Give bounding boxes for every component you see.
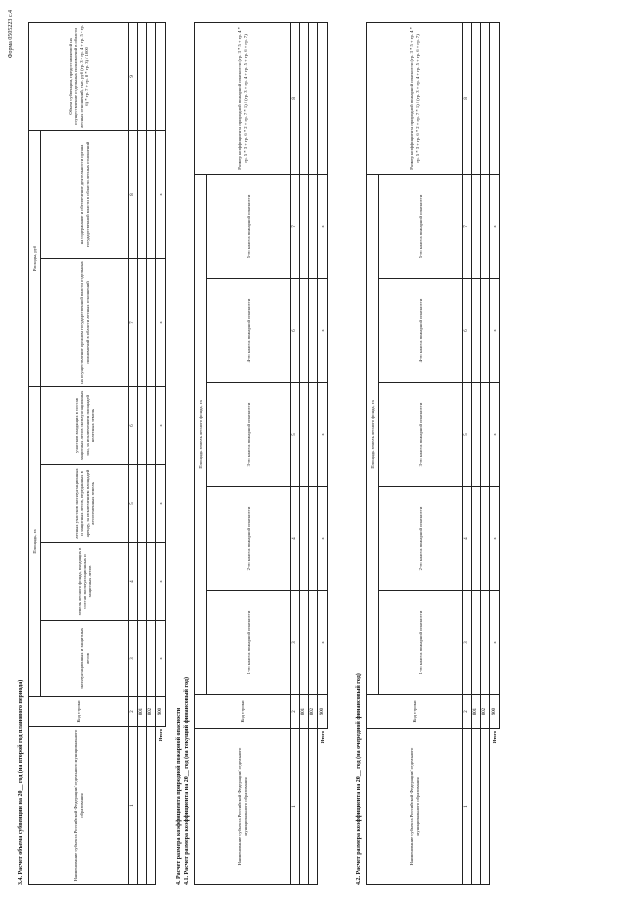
- column-number: 7: [291, 174, 300, 278]
- total-row: [318, 22, 328, 884]
- code-cell: 001: [472, 695, 481, 729]
- total-label: Итого: [318, 729, 328, 885]
- name-cell[interactable]: [147, 727, 156, 885]
- total-cell: х: [156, 386, 166, 464]
- data-cell[interactable]: [300, 487, 309, 591]
- column-number: 4: [291, 487, 300, 591]
- data-cell[interactable]: [147, 258, 156, 386]
- total-cell: х: [490, 174, 500, 278]
- column-number: 3: [463, 591, 472, 695]
- name-cell[interactable]: [472, 729, 481, 885]
- data-cell[interactable]: [481, 591, 490, 695]
- column-number: 5: [291, 383, 300, 487]
- table-row: [138, 22, 147, 884]
- data-cell[interactable]: [138, 22, 147, 130]
- expense-col-1-header: на осуществление органом государственной власти отдельных полномочий в области лесных отношений: [41, 258, 129, 386]
- total-row: [490, 22, 500, 884]
- column-number: 4: [463, 487, 472, 591]
- data-cell[interactable]: [472, 591, 481, 695]
- data-cell[interactable]: [147, 130, 156, 258]
- total-cell: х: [318, 591, 328, 695]
- data-cell[interactable]: [309, 383, 318, 487]
- total-cell: х: [318, 279, 328, 383]
- area-col-3-header: лесных участков эксплуатационных и защитных лесов, переданных в аренду, за исключением площадей лесосеменных земель: [41, 465, 129, 543]
- column-number: 6: [129, 386, 138, 464]
- data-cell[interactable]: [481, 279, 490, 383]
- area-col-1-header: эксплуатационных и защитных лесов: [41, 621, 129, 697]
- class-1-header: 1-го класса пожарной опасности: [207, 591, 291, 695]
- total-cell: х: [490, 591, 500, 695]
- class-2-header: 2-го класса пожарной опасности: [207, 487, 291, 591]
- data-cell[interactable]: [300, 591, 309, 695]
- total-cell: х: [156, 258, 166, 386]
- class-4-header: 4-го класса пожарной опасности: [207, 279, 291, 383]
- section-3-4-title: 3.4. Расчет объема субвенции на 20__ год (на второй год планового периода): [18, 679, 24, 885]
- col-name-header: Наименование субъекта Российской Федерации/ отдельного муниципального образования: [195, 729, 291, 885]
- code-cell: 001: [138, 697, 147, 727]
- column-number: 7: [129, 258, 138, 386]
- coefficient-header: Размер коэффициента природной пожарной опасности (гр. 3 * 5 + гр. 4 * гр. 5 * 3 + гр. 6 * 2 + гр. 7 * 1) / (гр. 3 + гр. 4 + гр. 5 + гр. 6 + гр. 7): [195, 22, 291, 174]
- class-3-header: 3-го класса пожарной опасности: [379, 383, 463, 487]
- data-cell[interactable]: [138, 130, 147, 258]
- data-cell[interactable]: [147, 465, 156, 543]
- data-cell[interactable]: [481, 487, 490, 591]
- area-group-header: Площадь земель лесного фонда, га: [367, 174, 379, 694]
- total-cell: х: [318, 487, 328, 591]
- total-cell[interactable]: [156, 22, 166, 130]
- total-label: Итого: [156, 727, 166, 885]
- total-cell: х: [490, 487, 500, 591]
- column-number: 6: [463, 279, 472, 383]
- table-row: [481, 22, 490, 884]
- table-4-2: [366, 22, 500, 885]
- table-row: [147, 22, 156, 884]
- class-2-header: 2-го класса пожарной опасности: [379, 487, 463, 591]
- data-cell[interactable]: [309, 22, 318, 174]
- data-cell[interactable]: [472, 487, 481, 591]
- total-cell[interactable]: [318, 22, 328, 174]
- column-number: 9: [129, 22, 138, 130]
- data-cell[interactable]: [138, 465, 147, 543]
- column-number: 2: [463, 695, 472, 729]
- data-cell[interactable]: [309, 591, 318, 695]
- data-cell[interactable]: [309, 174, 318, 278]
- column-number: 4: [129, 543, 138, 621]
- coefficient-header: Размер коэффициента природной пожарной опасности (гр. 3 * 5 + гр. 4 * гр. 5 * 3 + гр. 6 * 2 + гр. 7 * 1) / (гр. 3 + гр. 4 + гр. 5 + гр. 6 + гр. 7): [367, 22, 463, 174]
- table-4-1: [194, 22, 328, 885]
- data-cell[interactable]: [472, 279, 481, 383]
- name-cell[interactable]: [300, 729, 309, 885]
- data-cell[interactable]: [138, 621, 147, 697]
- data-cell[interactable]: [472, 174, 481, 278]
- area-col-4-header: участков входящих в состав защитных лесов эксплуатационных зон, за исключением площадей нелесных земель: [41, 386, 129, 464]
- column-number: 8: [129, 130, 138, 258]
- data-cell[interactable]: [147, 621, 156, 697]
- table-3-4: [28, 22, 166, 885]
- section-4-2-title: 4.2. Расчет размера коэффициента на 20__ год (на очередной финансовый год): [356, 673, 362, 885]
- code-cell: 002: [147, 697, 156, 727]
- data-cell[interactable]: [138, 386, 147, 464]
- col-name-header: Наименование субъекта Российской Федерации/ отдельного муниципального образования: [367, 729, 463, 885]
- name-cell[interactable]: [309, 729, 318, 885]
- total-cell: х: [156, 621, 166, 697]
- class-5-header: 5-го класса пожарной опасности: [379, 174, 463, 278]
- column-number: 2: [291, 695, 300, 729]
- total-code: 900: [156, 697, 166, 727]
- column-number: 6: [291, 279, 300, 383]
- total-row: [156, 22, 166, 884]
- data-cell[interactable]: [481, 383, 490, 487]
- class-3-header: 3-го класса пожарной опасности: [207, 383, 291, 487]
- total-cell: х: [156, 130, 166, 258]
- data-cell[interactable]: [481, 22, 490, 174]
- class-1-header: 1-го класса пожарной опасности: [379, 591, 463, 695]
- col-name-header: Наименование субъекта Российской Федерации/ отдельного муниципального образования: [29, 727, 129, 885]
- expenses-group-header: Расходы, руб: [29, 130, 41, 386]
- name-cell[interactable]: [481, 729, 490, 885]
- data-cell[interactable]: [481, 174, 490, 278]
- form-code: Форма 0505223 с.4: [8, 10, 14, 59]
- data-cell[interactable]: [147, 386, 156, 464]
- col-code-header: Код строки: [195, 695, 291, 729]
- area-group-header: Площадь земель лесного фонда, га: [195, 174, 207, 694]
- total-cell[interactable]: [490, 22, 500, 174]
- name-cell[interactable]: [138, 727, 147, 885]
- code-cell: 002: [481, 695, 490, 729]
- total-cell: х: [490, 279, 500, 383]
- column-number: 8: [291, 22, 300, 174]
- col-code-header: Код строки: [29, 697, 129, 727]
- class-4-header: 4-го класса пожарной опасности: [379, 279, 463, 383]
- data-cell[interactable]: [309, 279, 318, 383]
- column-number: 3: [129, 621, 138, 697]
- data-cell[interactable]: [472, 22, 481, 174]
- total-cell: х: [318, 174, 328, 278]
- total-cell: х: [156, 465, 166, 543]
- section-4-title: 4. Расчет размера коэффициента природной пожарной опасности: [176, 707, 182, 885]
- total-code: 900: [318, 695, 328, 729]
- class-5-header: 5-го класса пожарной опасности: [207, 174, 291, 278]
- total-code: 900: [490, 695, 500, 729]
- data-cell[interactable]: [300, 279, 309, 383]
- column-number: 7: [463, 174, 472, 278]
- column-number: 1: [291, 729, 300, 885]
- data-cell[interactable]: [300, 174, 309, 278]
- total-cell: х: [156, 543, 166, 621]
- data-cell[interactable]: [138, 543, 147, 621]
- total-cell: х: [318, 383, 328, 487]
- code-cell: 002: [309, 695, 318, 729]
- data-cell[interactable]: [138, 258, 147, 386]
- data-cell[interactable]: [147, 22, 156, 130]
- section-4-1-title: 4.1. Расчет размера коэффициента на 20__ год (на текущий финансовый год): [184, 677, 190, 885]
- column-number: 5: [463, 383, 472, 487]
- column-number: 3: [291, 591, 300, 695]
- column-number: 1: [129, 727, 138, 885]
- total-label: Итого: [490, 729, 500, 885]
- column-number: 1: [463, 729, 472, 885]
- table-row: [300, 22, 309, 884]
- volume-header: Объем субвенции, предоставляемой на осуществление отдельных полномочий в области лесных отношений, тыс. руб (гр. 3 - гр. 4 + гр. 5 - гр. 6) * гр. 7 + гр. 8 * гр. 3) / 1000: [29, 22, 129, 130]
- table-row: [472, 22, 481, 884]
- column-number: 8: [463, 22, 472, 174]
- column-number: 2: [129, 697, 138, 727]
- column-number: 5: [129, 465, 138, 543]
- data-cell[interactable]: [309, 487, 318, 591]
- data-cell[interactable]: [300, 383, 309, 487]
- code-cell: 001: [300, 695, 309, 729]
- data-cell[interactable]: [300, 22, 309, 174]
- data-cell[interactable]: [147, 543, 156, 621]
- area-group-header: Площадь, га: [29, 386, 41, 696]
- data-cell[interactable]: [472, 383, 481, 487]
- col-code-header: Код строки: [367, 695, 463, 729]
- expense-col-2-header: на содержание и обеспечение деятельности органа государственной власти в области лесных отношений: [41, 130, 129, 258]
- area-col-2-header: земель лесного фонда, входящих в состав эксплуатационных и защитных лесов: [41, 543, 129, 621]
- table-row: [309, 22, 318, 884]
- total-cell: х: [490, 383, 500, 487]
